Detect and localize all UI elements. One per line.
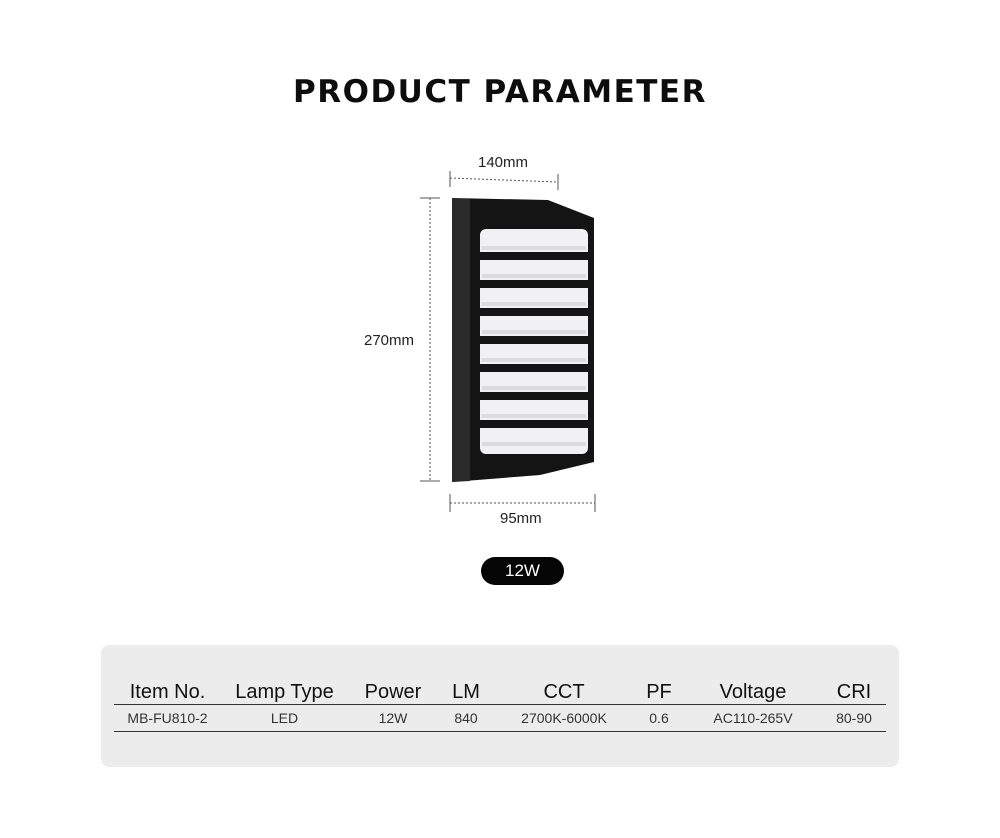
spec-table <box>114 676 886 732</box>
grille-bar <box>476 420 594 428</box>
header-lamp-type: Lamp Type <box>221 676 348 704</box>
shade-strip <box>482 442 586 446</box>
grille-bar <box>476 308 594 316</box>
header-cct: CCT <box>494 676 634 704</box>
shade-strip <box>482 386 586 390</box>
bottom-width-label: 95mm <box>500 510 542 527</box>
header-cri: CRI <box>822 676 886 704</box>
top-width-label: 140mm <box>478 154 529 171</box>
power-badge: 12W <box>481 557 564 585</box>
grille-bar <box>476 252 594 260</box>
shade-strip <box>482 358 586 362</box>
grille-bar <box>476 336 594 344</box>
cell-power: 12W <box>348 704 438 731</box>
wall-lamp <box>452 198 594 482</box>
shade-strip <box>482 246 586 250</box>
cell-cri: 80-90 <box>822 704 886 731</box>
header-voltage: Voltage <box>684 676 822 704</box>
header-lm: LM <box>438 676 494 704</box>
shade-strip <box>482 330 586 334</box>
table-header-row <box>114 676 886 704</box>
grille-bar <box>476 392 594 400</box>
shade-strip <box>482 414 586 418</box>
table-row <box>114 704 886 731</box>
cell-pf: 0.6 <box>634 704 684 731</box>
top-width-line <box>450 178 558 182</box>
cell-cct: 2700K-6000K <box>494 704 634 731</box>
grille-bar <box>476 364 594 372</box>
lamp-side-panel <box>452 198 470 482</box>
cell-voltage: AC110-265V <box>684 704 822 731</box>
cell-lamp-type: LED <box>221 704 348 731</box>
header-power: Power <box>348 676 438 704</box>
cell-lm: 840 <box>438 704 494 731</box>
page-title: PRODUCT PARAMETER <box>293 74 707 110</box>
cell-item-no: MB-FU810-2 <box>114 704 221 731</box>
shade-strip <box>482 274 586 278</box>
shade-strip <box>482 302 586 306</box>
grille-bar <box>476 280 594 288</box>
header-pf: PF <box>634 676 684 704</box>
height-label: 270mm <box>364 332 415 349</box>
header-item-no: Item No. <box>114 676 221 704</box>
